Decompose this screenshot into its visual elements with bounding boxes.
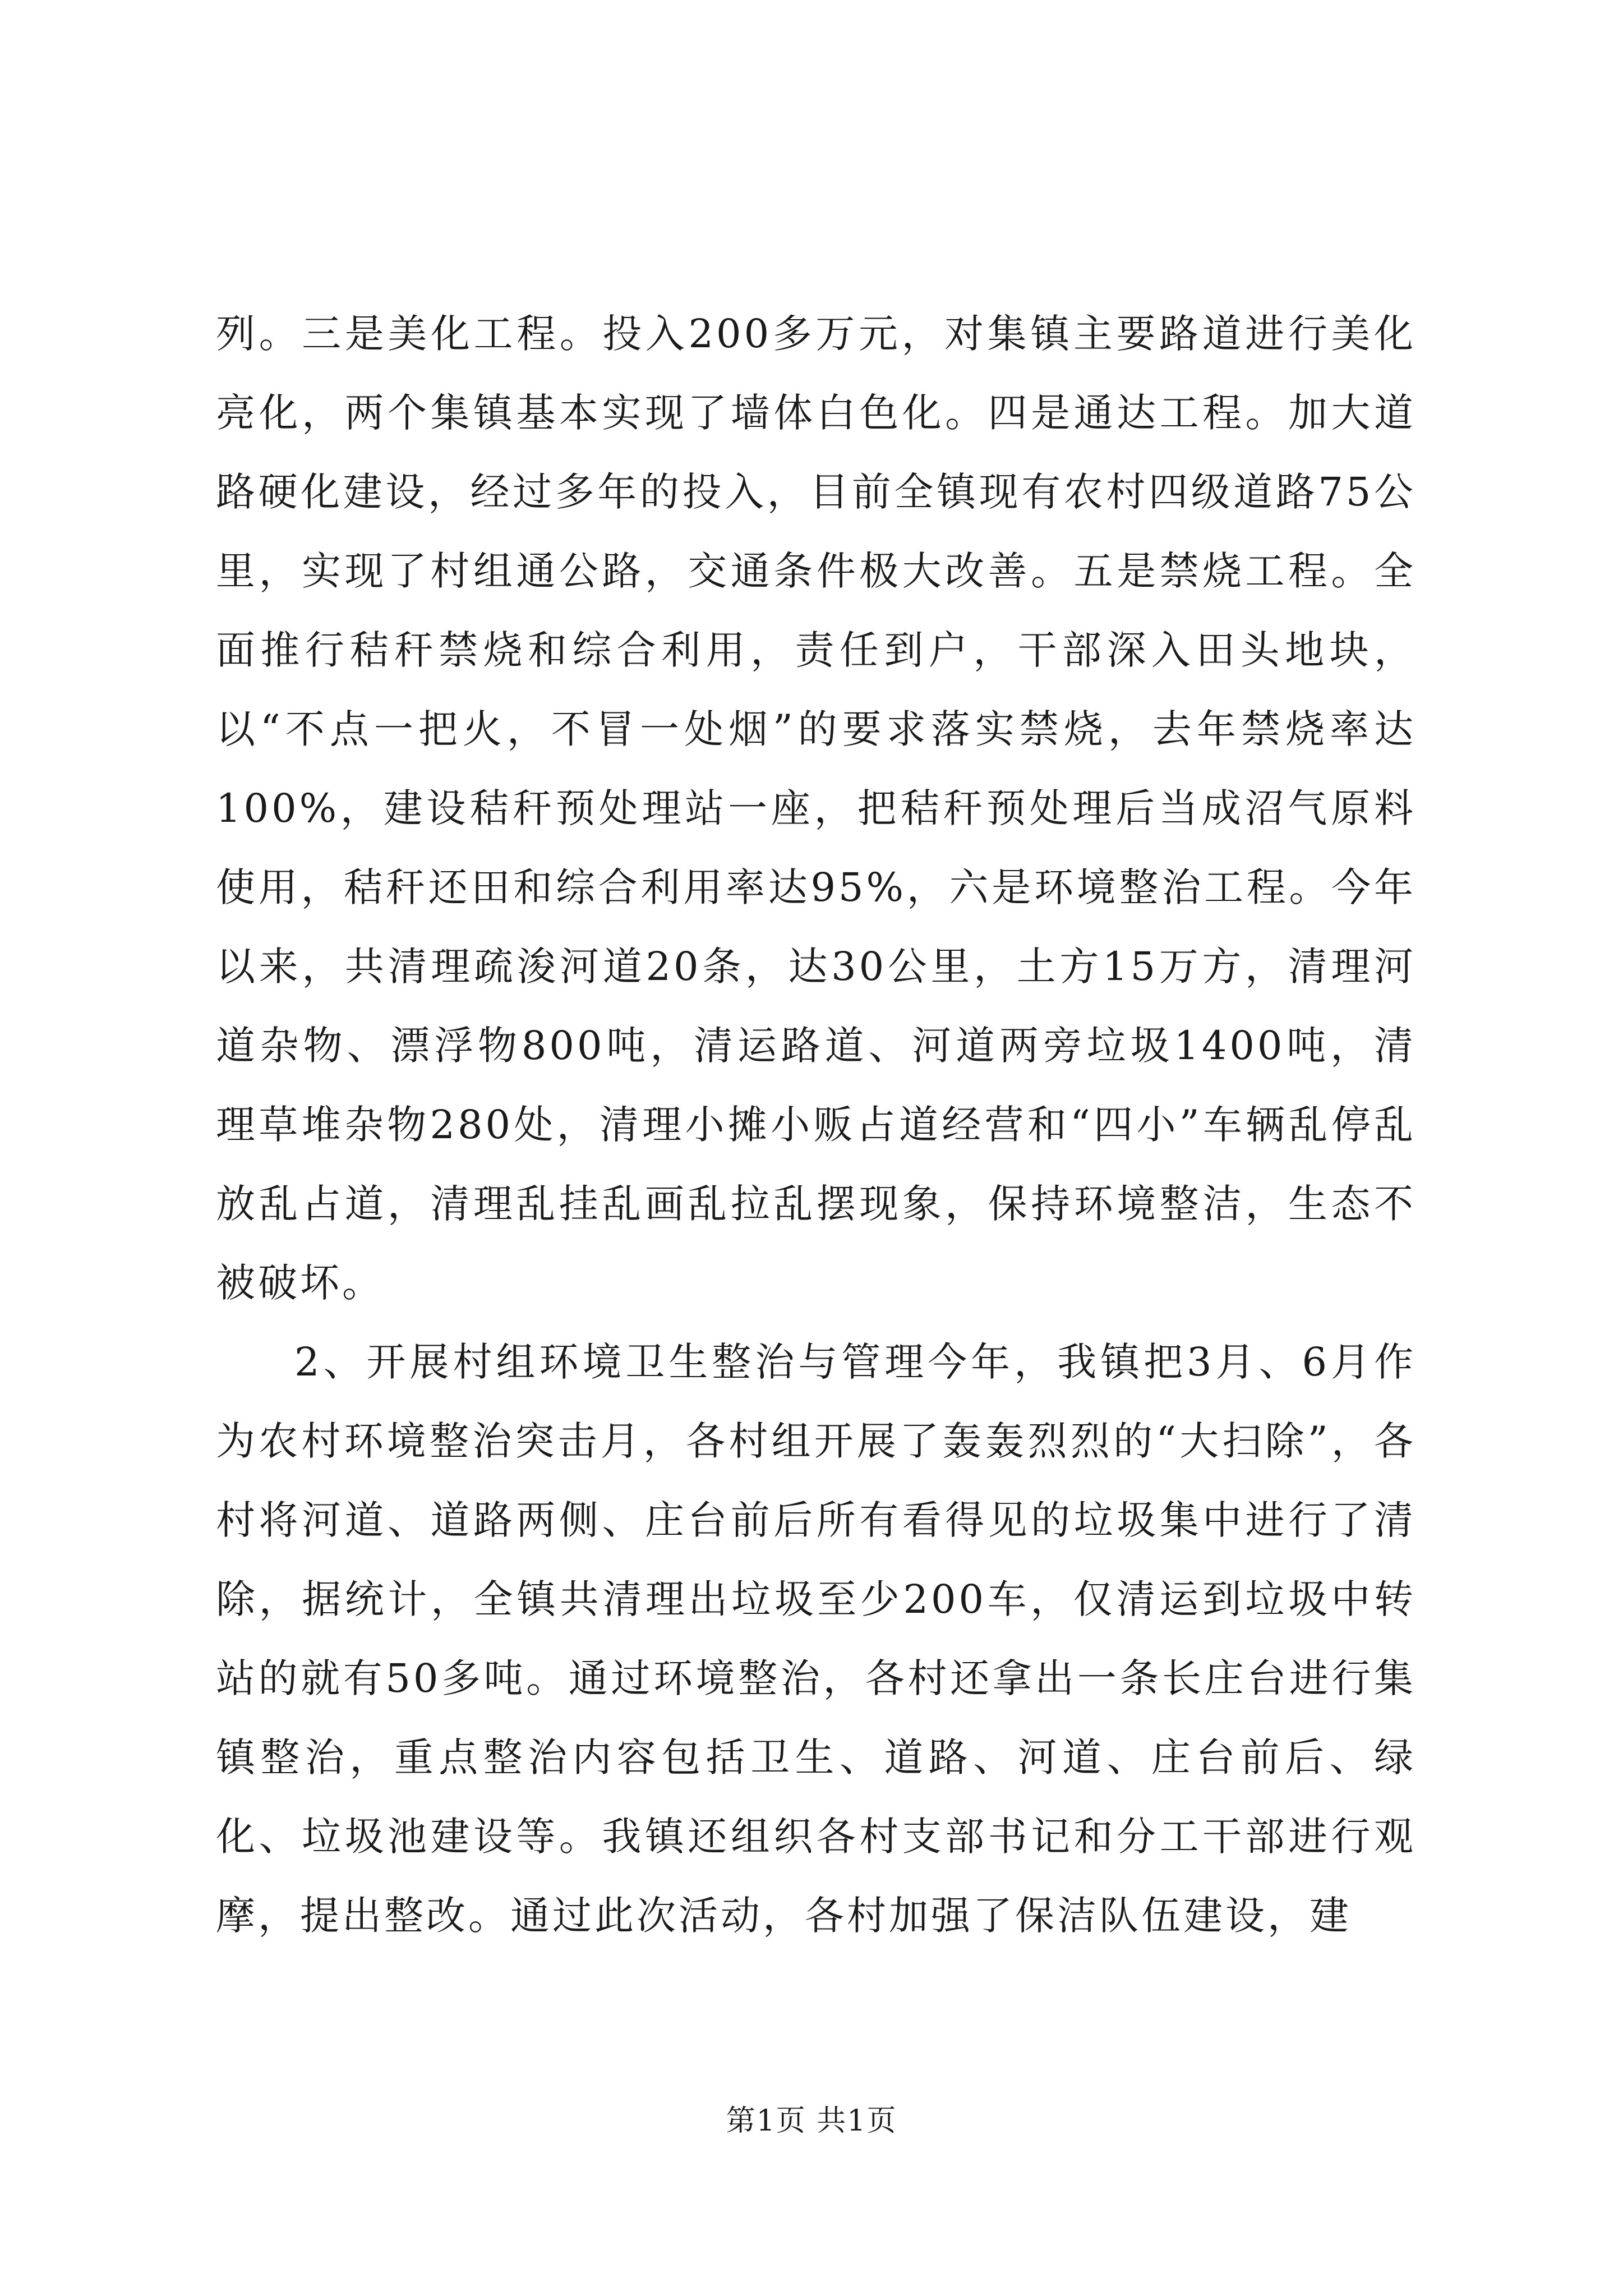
document-body [216, 295, 1416, 1955]
paragraph-continuation: 列。三是美化工程。投入200多万元，对集镇主要路道进行美化亮化，两个集镇基本实现了墙体白色化。四是通达工程。加大道路硬化建设，经过多年的投入，目前全镇现有农村四级道路75公里，实现了村组通公路，交通条件极大改善。五是禁烧工程。全面推行秸秆禁烧和综合利用，责任到户，干部深入田头地块，以“不点一把火，不冒一处烟”的要求落实禁烧，去年禁烧率达100%，建设秸秆预处理站一座，把秸秆预处理后当成沼气原料使用，秸秆还田和综合利用率达95%，六是环境整治工程。今年以来，共清理疏浚河道20条，达30公里，土方15万方，清理河道杂物、漂浮物800吨，清运路道、河道两旁垃圾1400吨，清理草堆杂物280处，清理小摊小贩占道经营和“四小”车辆乱停乱放乱占道，清理乱挂乱画乱拉乱摆现象，保持环境整洁，生态不被破坏。 [216, 311, 1416, 1306]
paragraph-village-sanitation: 2、开展村组环境卫生整治与管理今年，我镇把3月、6月作为农村环境整治突击月，各村组开展了轰轰烈烈的“大扫除”，各村将河道、道路两侧、庄台前后所有看得见的垃圾集中进行了清除，据统计，全镇共清理出垃圾至少200车，仅清运到垃圾中转站的就有50多吨。通过环境整治，各村还拿出一条长庄台进行集镇整治，重点整治内容包括卫生、道路、河道、庄台前后、绿化、垃圾池建设等。我镇还组织各村支部书记和分工干部进行观摩，提出整改。通过此次活动，各村加强了保洁队伍建设，建 [216, 1339, 1416, 1939]
page-footer: 第1页 共1页 [726, 2104, 897, 2138]
